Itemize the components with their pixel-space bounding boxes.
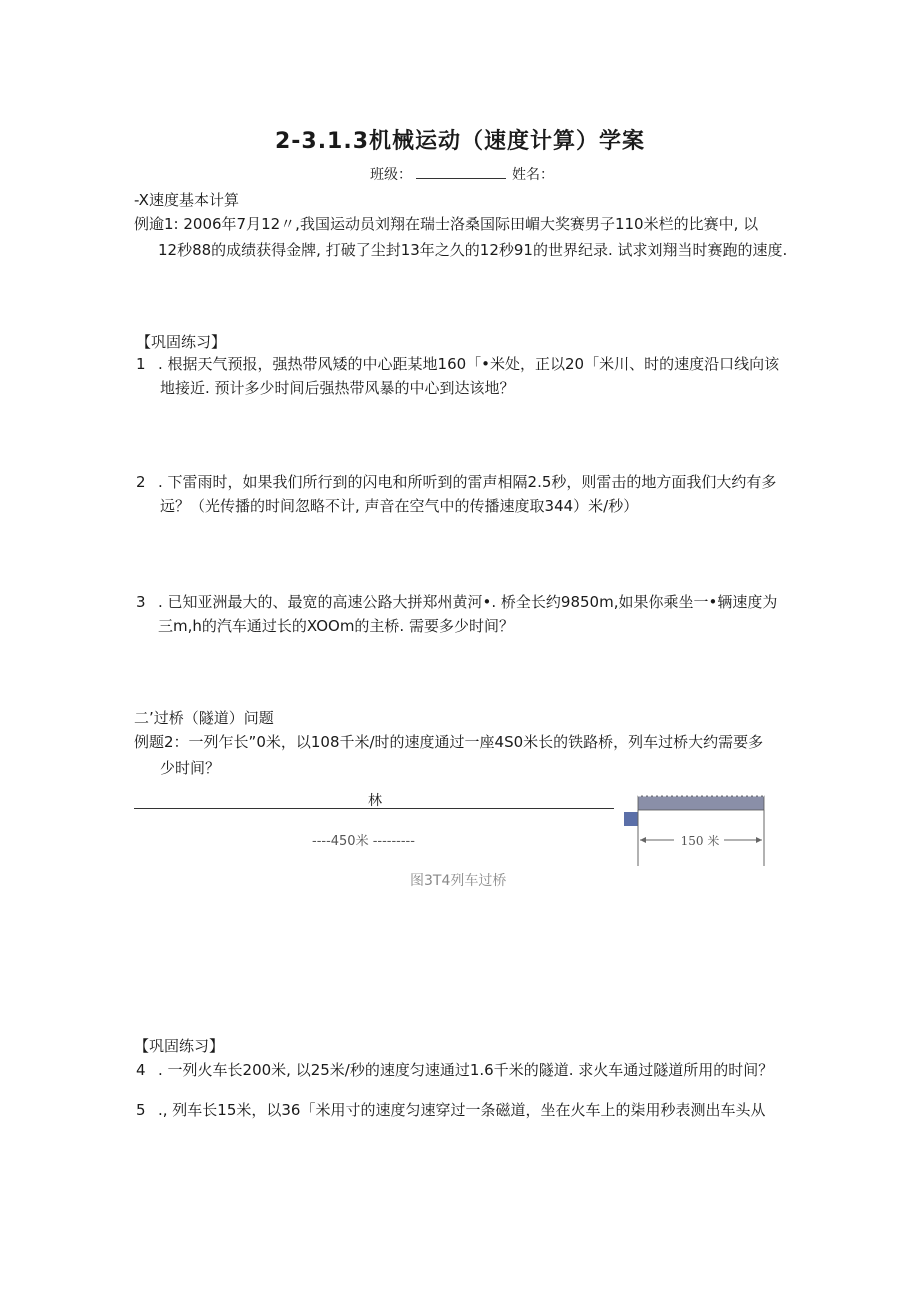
page-title: 2-3.1.3机械运动（速度计算）学案 <box>274 129 646 154</box>
practice1-heading: 【巩固练习】 <box>136 333 227 351</box>
train-length-label: 150 米 <box>680 834 720 848</box>
section1-heading: -X速度基本计算 <box>134 191 239 209</box>
q3-line1: . 已知亚洲最大的、最宽的高速公路大拼郑州黄河•. 桥全长约9850m,如果你乘坐一•辆速度为 <box>158 593 778 611</box>
bridge-line <box>134 808 614 809</box>
class-label: 班级： <box>370 167 412 183</box>
q1-number: 1 <box>136 355 146 373</box>
class-blank <box>416 166 506 179</box>
train-bridge-figure <box>624 792 766 866</box>
q4-number: 4 <box>136 1061 146 1079</box>
q2-line2: 远？（光传播的时间忽略不计, 声音在空气中的传播速度取344）米/秒） <box>160 497 639 515</box>
example1-line1: 例逾1: 2006年7月12〃,我国运动员刘翔在瑞士洛桑国际田嵋大奖赛男子110米栏的比赛中, 以 <box>134 215 759 233</box>
section2-heading: 二’过桥（隧道）问题 <box>134 709 274 727</box>
figure-top-label: 林 <box>368 793 382 809</box>
q5-line1: ., 列车长15米，以36「米用寸的速度匀速穿过一条磁道，坐在火车上的柒用秒表测出车头从 <box>158 1101 766 1119</box>
name-label: 姓名： <box>512 167 554 183</box>
bridge-deck <box>638 796 764 810</box>
arrow-right-icon <box>756 837 762 843</box>
practice2-heading: 【巩固练习】 <box>134 1037 225 1055</box>
example2-line1: 例题2：一列乍长”0米，以108千米/时的速度通过一座4S0米长的铁路桥，列车过桥大约需要多 <box>134 733 764 751</box>
q5-number: 5 <box>136 1101 146 1119</box>
q1-line1: . 根据天气预报，强热带风矮的中心距某地160「•米处，正以20「米川、时的速度沿口线向该 <box>158 355 780 373</box>
train-icon <box>624 812 638 826</box>
arrow-left-icon <box>640 837 646 843</box>
q2-line1: . 下雷雨时，如果我们所行到的闪电和所听到的雷声相隔2.5秒，则雷击的地方面我们大约有多 <box>158 473 777 491</box>
example1-line2: 12秒88的成绩获得金牌, 打破了尘封13年之久的12秒91的世界纪录. 试求刘翔当时赛跑的速度. <box>158 241 788 259</box>
q2-number: 2 <box>136 473 146 491</box>
q4-line1: . 一列火车长200米, 以25米/秒的速度匀速通过1.6千米的隧道. 求火车通过隧道所用的时间？ <box>158 1061 774 1079</box>
figure-caption: 图3T4列车过桥 <box>410 873 507 889</box>
class-name-line <box>370 164 554 184</box>
q3-line2: 三m,h的汽车通过长的XOOm的主桥. 需要多少时间？ <box>158 617 514 635</box>
q1-line2: 地接近. 预计多少时间后强热带风暴的中心到达该地？ <box>160 379 515 397</box>
q3-number: 3 <box>136 593 146 611</box>
example2-line2: 少时间？ <box>160 759 221 777</box>
figure-distance-label: ----450米 --------- <box>312 834 415 849</box>
